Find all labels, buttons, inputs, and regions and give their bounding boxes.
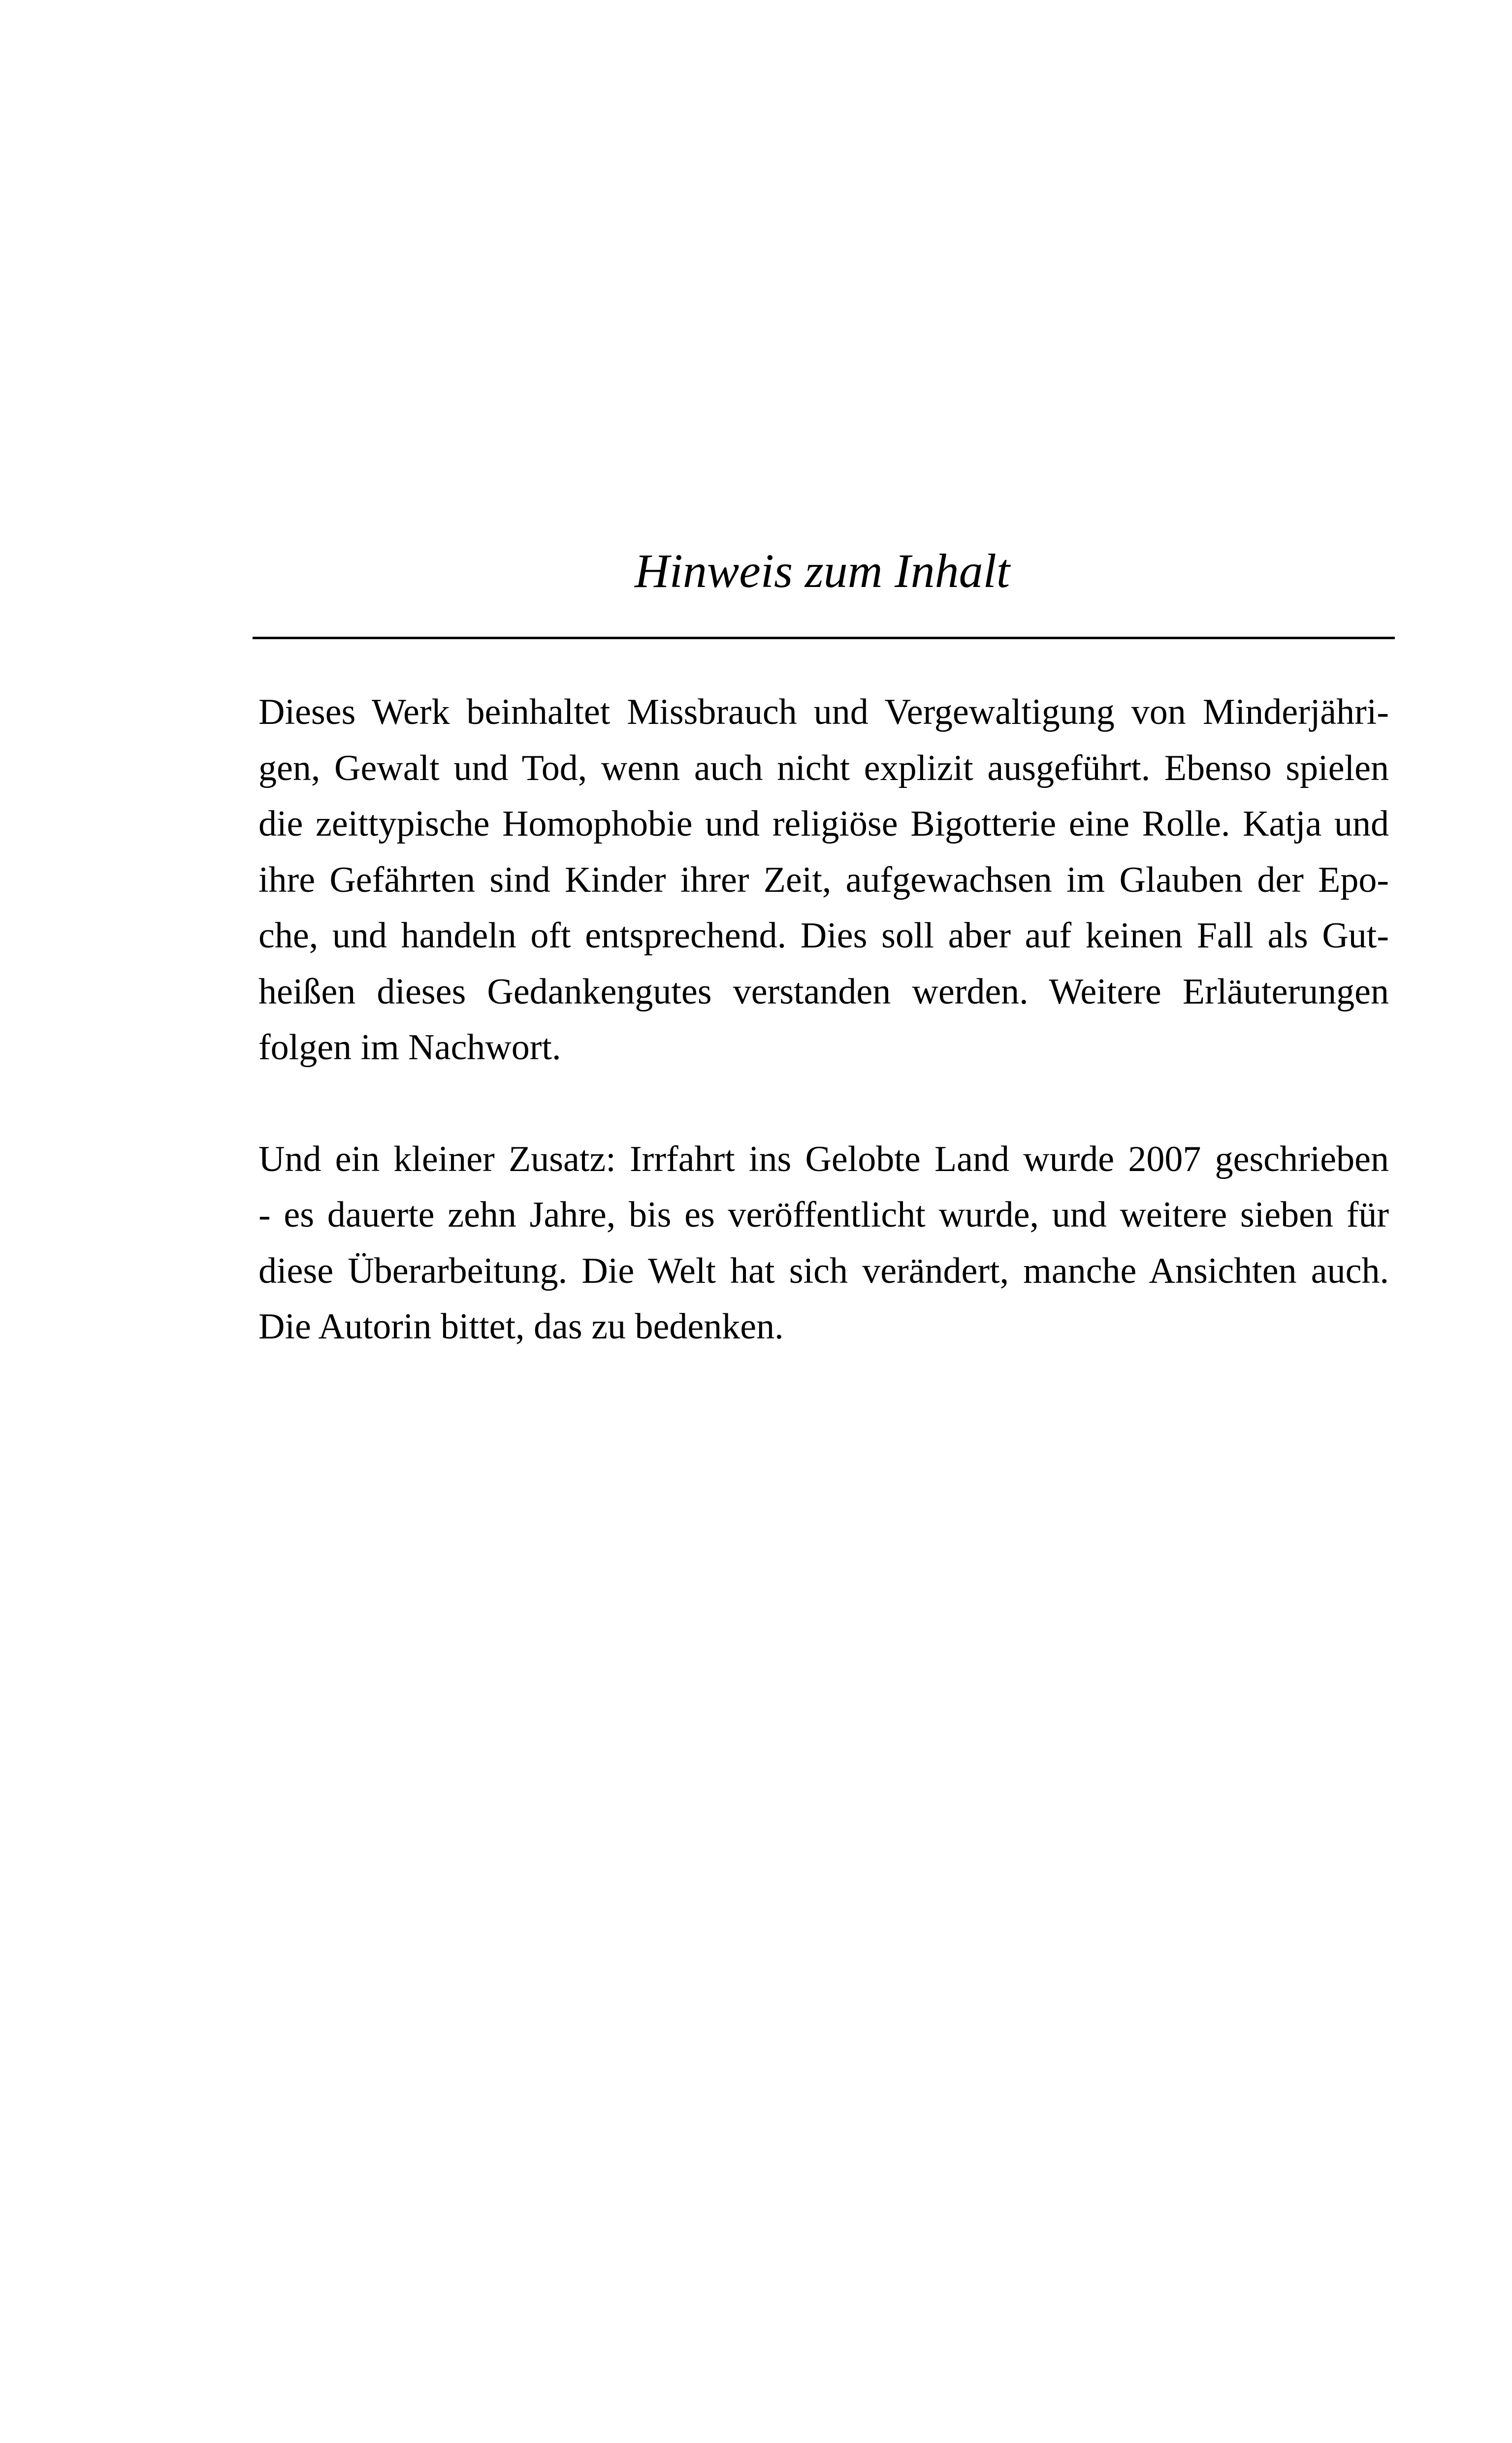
text-line: - es dauerte zehn Jahre, bis es veröffentlicht wurde, und weitere sieben für — [258, 1195, 1389, 1235]
title-divider — [253, 637, 1395, 639]
text-line: ihre Gefährten sind Kinder ihrer Zeit, aufgewachsen im Glauben der Epo- — [258, 859, 1389, 900]
text-line: Und ein kleiner Zusatz: Irrfahrt ins Gelobte Land wurde 2007 geschrieben — [258, 1139, 1389, 1179]
page-title: Hinweis zum Inhalt — [634, 545, 1010, 598]
paragraph-content-warning — [258, 684, 1389, 1076]
content-body — [258, 684, 1389, 1355]
text-line: diese Überarbeitung. Die Welt hat sich verändert, manche Ansichten auch. — [258, 1250, 1389, 1291]
text-line: gen, Gewalt und Tod, wenn auch nicht explizit ausgeführt. Ebenso spielen — [258, 748, 1389, 788]
text-line: die zeittypische Homophobie und religiöse Bigotterie eine Rolle. Katja und — [258, 804, 1389, 844]
paragraph-addendum — [258, 1132, 1389, 1355]
text-line: che, und handeln oft entsprechend. Dies soll aber auf keinen Fall als Gut- — [258, 915, 1389, 956]
text-line: folgen im Nachwort. — [258, 1027, 561, 1068]
text-line: Dieses Werk beinhaltet Missbrauch und Vergewaltigung von Minderjähri- — [258, 692, 1389, 732]
text-line: heißen dieses Gedankengutes verstanden werden. Weitere Erläuterungen — [258, 971, 1389, 1012]
text-line: Die Autorin bittet, das zu bedenken. — [258, 1306, 784, 1347]
